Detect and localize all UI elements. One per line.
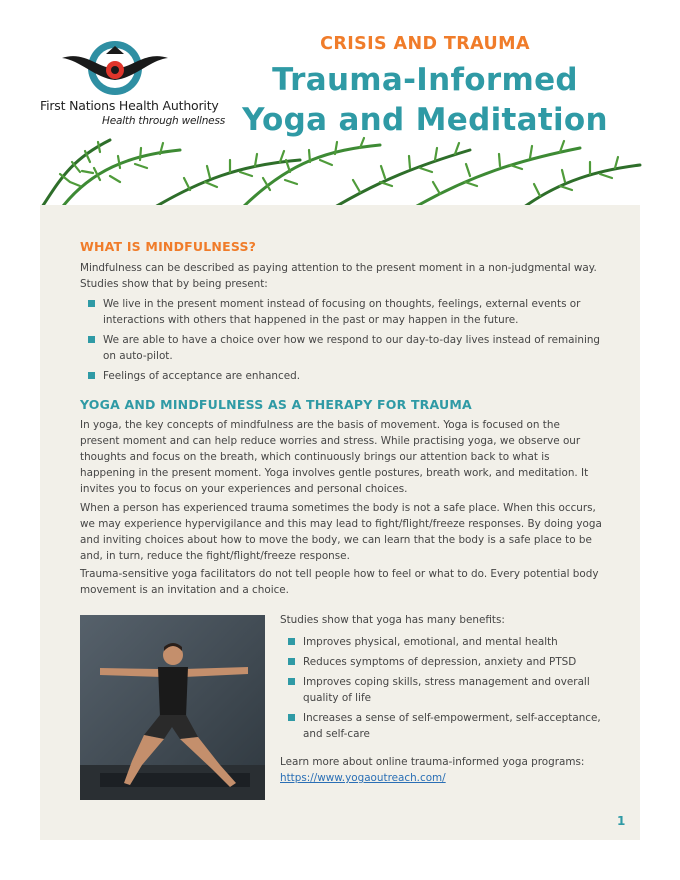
- list-item: We are able to have a choice over how we respond to our day-to-day lives instead of remaining on auto-pilot.: [88, 332, 602, 364]
- therapy-paragraph-1: In yoga, the key concepts of mindfulness are the basis of movement. Yoga is focused on the present moment and can help reduce worries and stress. While practising yoga, we observe our thoughts and focus on the breath, which continuously brings our attention back to what is happening in the present moment. Yoga involves gentle postures, breath work, and meditation. It invites you to focus on your experiences and personal choices.: [80, 419, 589, 495]
- benefits-column: [280, 612, 610, 786]
- list-item: Feelings of acceptance are enhanced.: [88, 368, 602, 384]
- page-header: [0, 0, 680, 205]
- list-item: Reduces symptoms of depression, anxiety and PTSD: [288, 654, 610, 670]
- mindfulness-bullet-list: [88, 296, 602, 388]
- therapy-paragraph-2: When a person has experienced trauma sometimes the body is not a safe place. When this occurs, we may experience hypervigilance and this may lead to fight/flight/freeze responses. By doing yoga and inviting choices about how to move the body, we can learn that the body is a safe place to be and, in turn, reduce the fight/flight/freeze response.: [80, 502, 602, 562]
- list-item: Increases a sense of self-empowerment, self-acceptance, and self-care: [288, 710, 610, 742]
- page-number: 1: [617, 814, 626, 828]
- yoga-photo: [80, 615, 265, 800]
- org-name: First Nations Health Authority: [40, 98, 219, 113]
- benefits-intro: Studies show that yoga has many benefits:: [280, 614, 505, 626]
- title-line-1: Trauma-Informed: [272, 62, 578, 98]
- benefits-list: [280, 634, 610, 742]
- list-item: We live in the present moment instead of focusing on thoughts, feelings, external events or interactions with others that happened in the past or may happen in the future.: [88, 296, 602, 328]
- cedar-foliage-decoration: [0, 120, 680, 205]
- list-item: Improves coping skills, stress management and overall quality of life: [288, 674, 610, 706]
- content-panel: [40, 205, 640, 840]
- list-item: Improves physical, emotional, and mental health: [288, 634, 610, 650]
- mindfulness-intro: Mindfulness can be described as paying attention to the present moment in a non-judgmental way. Studies show that by being present:: [80, 262, 597, 290]
- title-line-2: Yoga and Meditation: [242, 102, 608, 138]
- learn-more-label: Learn more about online trauma-informed yoga programs:: [280, 756, 585, 768]
- learn-more-text: [280, 754, 610, 786]
- fnha-emblem-icon: [60, 40, 170, 100]
- section-heading-mindfulness: WHAT IS MINDFULNESS?: [80, 239, 257, 254]
- yoga-outreach-link[interactable]: https://www.yogaoutreach.com/: [280, 772, 446, 784]
- org-tagline: Health through wellness: [102, 115, 225, 127]
- therapy-paragraph-3: Trauma-sensitive yoga facilitators do not tell people how to feel or what to do. Every potential body movement is an invitation and a choice.: [80, 568, 599, 596]
- yoga-warrior-pose-image: [80, 615, 265, 800]
- section-heading-therapy: YOGA AND MINDFULNESS AS A THERAPY FOR TRAUMA: [80, 397, 472, 412]
- kicker: CRISIS AND TRAUMA: [320, 34, 530, 54]
